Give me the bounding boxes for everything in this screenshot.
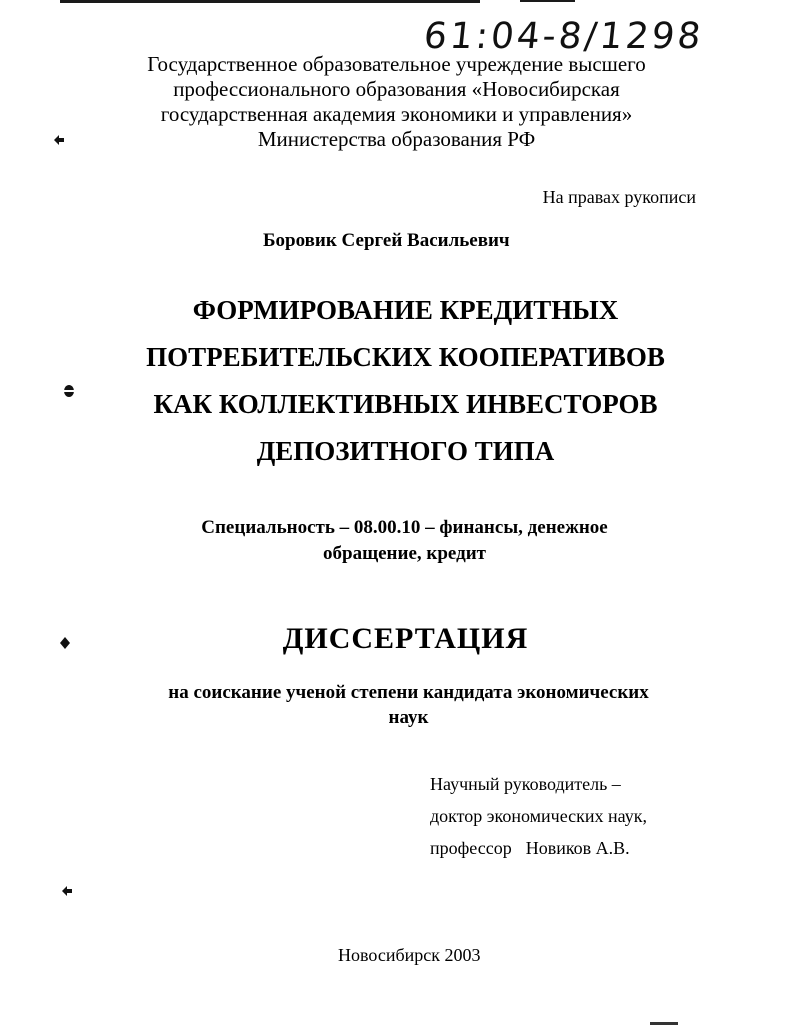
title-line: ПОТРЕБИТЕЛЬСКИХ КООПЕРАТИВОВ xyxy=(146,342,665,372)
title-line: ДЕПОЗИТНОГО ТИПА xyxy=(256,436,555,466)
degree-line: на соискание ученой степени кандидата экономических xyxy=(168,682,649,703)
degree-line: наук xyxy=(388,707,429,728)
scan-artifact-line xyxy=(60,0,480,3)
supervisor-role: Научный руководитель – xyxy=(430,774,621,794)
title-line: КАК КОЛЛЕКТИВНЫХ ИНВЕСТОРОВ xyxy=(153,389,658,419)
specialty-line: Специальность – 08.00.10 – финансы, денежное xyxy=(201,517,608,538)
institution-line: государственная академия экономики и управления» xyxy=(160,102,633,126)
supervisor-block xyxy=(430,768,647,864)
document-type-heading: ДИССЕРТАЦИЯ xyxy=(282,622,529,655)
institution-line: профессионального образования «Новосибирская xyxy=(173,77,620,101)
author-name: Боровик Сергей Васильевич xyxy=(263,230,510,251)
handwritten-archive-number: 61:04-8/1298 xyxy=(421,16,706,57)
institution-block xyxy=(0,52,793,152)
institution-line: Министерства образования РФ xyxy=(257,127,536,151)
specialty-line: обращение, кредит xyxy=(323,543,486,564)
rights-note: На правах рукописи xyxy=(542,187,696,207)
dissertation-title xyxy=(0,287,793,475)
binding-hole-mark-icon xyxy=(62,384,76,398)
institution-line: Государственное образовательное учреждение высшего xyxy=(147,52,646,76)
title-line: ФОРМИРОВАНИЕ КРЕДИТНЫХ xyxy=(192,295,619,325)
city-year: Новосибирск 2003 xyxy=(338,945,481,965)
supervisor-title-line xyxy=(430,832,647,864)
binding-hole-mark-icon xyxy=(60,884,74,898)
degree-block xyxy=(0,680,793,730)
specialty-block xyxy=(0,515,793,567)
binding-hole-mark-icon xyxy=(52,133,66,147)
binding-hole-mark-icon xyxy=(58,636,72,650)
supervisor-degree: доктор экономических наук, xyxy=(430,806,647,826)
supervisor-title: профессор xyxy=(430,838,512,858)
scan-artifact-line xyxy=(520,0,575,2)
supervisor-name: Новиков А.В. xyxy=(525,838,630,858)
